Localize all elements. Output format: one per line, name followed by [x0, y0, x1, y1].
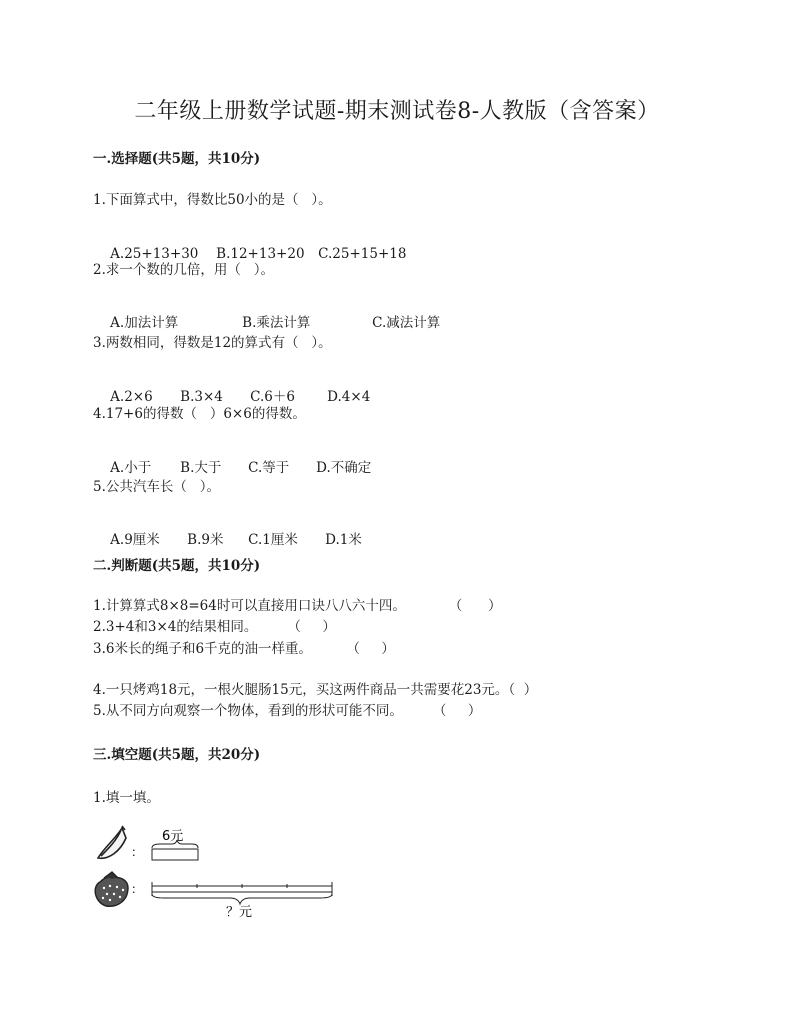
q5-stem: 5.公共汽车长（ ）。 [93, 479, 221, 495]
judge-item-2: 2.3+4和3×4的结果相同。 （ ） [93, 619, 336, 635]
q1-stem: 1.下面算式中，得数比50小的是（ ）。 [93, 192, 332, 208]
q5-option-c[interactable]: C.1厘米 [248, 532, 298, 548]
q1-option-a[interactable]: A.25+13+30 [110, 246, 199, 262]
strawberry-bar [152, 882, 332, 896]
judge-item-3: 3.6米长的绳子和6千克的油一样重。 （ ） [93, 641, 395, 657]
q2-option-c[interactable]: C.减法计算 [372, 315, 441, 331]
strawberry-colon: ： [131, 882, 144, 896]
q1-option-c[interactable]: C.25+15+18 [318, 246, 407, 262]
fill-q1-stem: 1.填一填。 [93, 790, 160, 806]
q3-option-c[interactable]: C.6＋6 [250, 389, 295, 405]
section2-heading: 二.判断题(共5题，共10分) [93, 558, 261, 574]
q4-option-b[interactable]: B.大于 [180, 460, 222, 476]
judge-item-1: 1.计算算式8×8=64时可以直接用口诀八八六十四。 （ ） [93, 598, 502, 614]
judge-item-5: 5.从不同方向观察一个物体，看到的形状可能不同。 （ ） [93, 703, 482, 719]
section3-heading: 三.填空题(共5题，共20分) [93, 747, 261, 763]
q2-stem: 2.求一个数的几倍，用（ ）。 [93, 262, 275, 278]
banana-bar [152, 849, 198, 860]
section1-heading: 一.选择题(共5题，共10分) [93, 151, 261, 167]
q3-option-a[interactable]: A.2×6 [110, 389, 153, 405]
strawberry-bottom-brace [152, 894, 332, 904]
page-title: 二年级上册数学试题-期末测试卷8-人教版（含答案） [134, 99, 660, 124]
q4-option-c[interactable]: C.等于 [248, 460, 290, 476]
q5-option-d[interactable]: D.1米 [325, 532, 362, 548]
banana-colon: ： [131, 845, 144, 859]
q3-stem: 3.两数相同，得数是12的算式有（ ）。 [93, 335, 332, 351]
banana-price-label: 6元 [162, 829, 184, 844]
q3-option-b[interactable]: B.3×4 [180, 389, 223, 405]
q4-option-d[interactable]: D.不确定 [316, 460, 372, 476]
q3-option-d[interactable]: D.4×4 [327, 389, 371, 405]
strawberry-unknown-label: ？元 [226, 905, 253, 920]
banana-icon [98, 826, 126, 858]
q4-option-a[interactable]: A.小于 [110, 460, 152, 476]
q5-option-b[interactable]: B.9米 [187, 532, 224, 548]
q2-option-b[interactable]: B.乘法计算 [242, 315, 311, 331]
q1-option-b[interactable]: B.12+13+20 [216, 246, 305, 262]
q5-option-a[interactable]: A.9厘米 [110, 532, 160, 548]
judge-item-4: 4.一只烤鸡18元，一根火腿肠15元，买这两件商品一共需要花23元。（ ） [93, 682, 538, 698]
strawberry-icon [95, 872, 128, 906]
fill-q1-figure [90, 822, 350, 922]
q2-option-a[interactable]: A.加法计算 [110, 315, 179, 331]
q4-stem: 4.17+6的得数（ ）6×6的得数。 [93, 406, 306, 422]
